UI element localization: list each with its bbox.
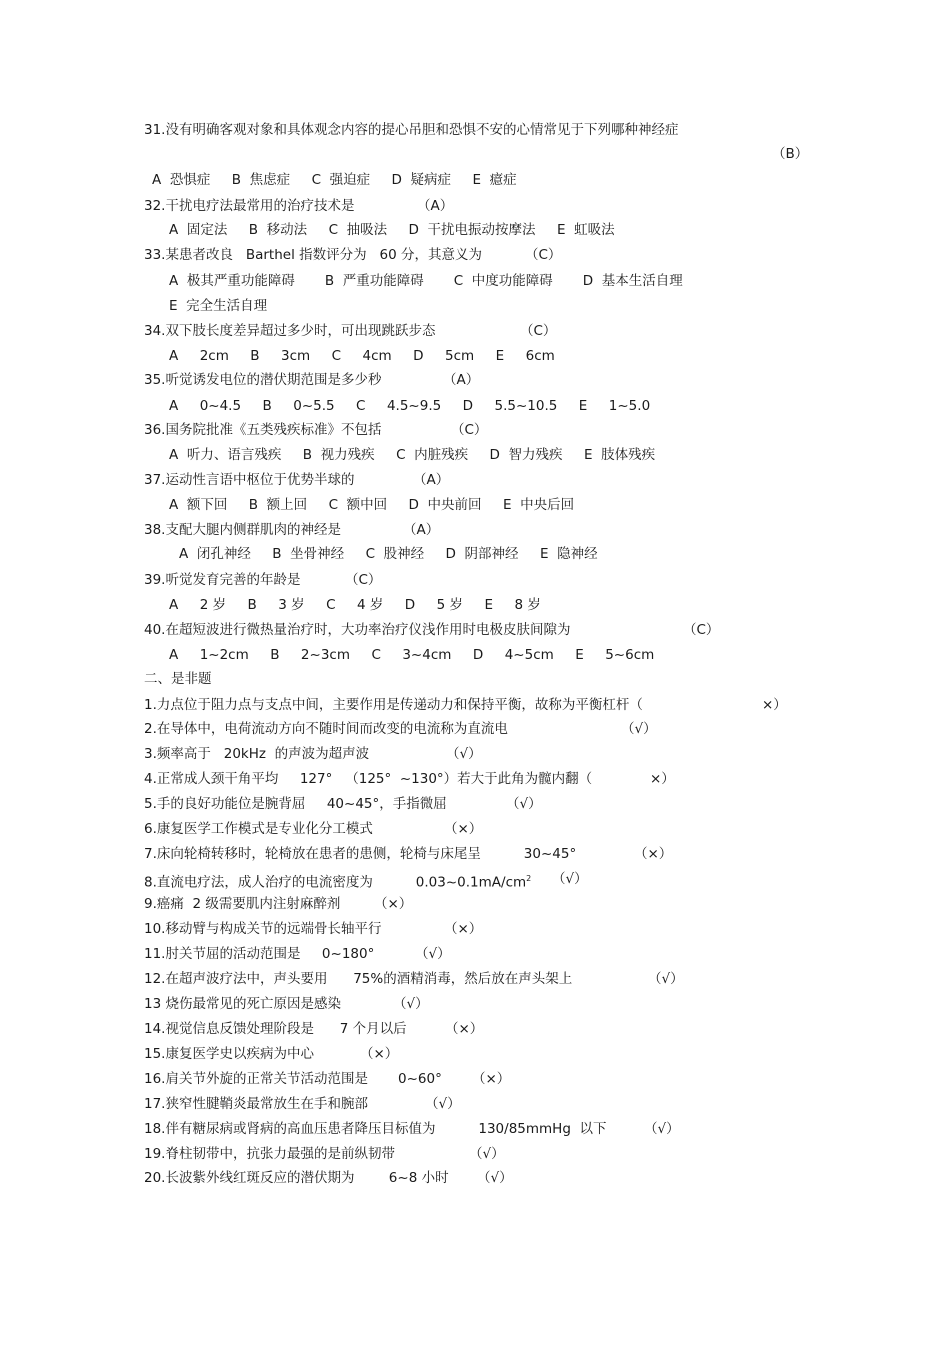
tf-text: 4.正常成人颈干角平均 127° （125° ~130°）若大于此角为髋内翻（ bbox=[144, 771, 593, 787]
tf-answer: ×） bbox=[650, 771, 675, 787]
tf-answer: ×） bbox=[762, 697, 787, 713]
question-answer: （A） bbox=[413, 472, 450, 488]
tf-text: 14.视觉信息反馈处理阶段是 7 个月以后 bbox=[144, 1021, 407, 1037]
question-answer: （C） bbox=[525, 247, 562, 263]
tf-answer: （×） bbox=[444, 821, 483, 837]
tf-text: 6.康复医学工作模式是专业化分工模式 bbox=[144, 821, 373, 837]
question-text: 34.双下肢长度差异超过多少时，可出现跳跃步态 bbox=[144, 323, 436, 339]
tf-answer: （×） bbox=[472, 1071, 511, 1087]
tf-answer: （√） bbox=[415, 946, 451, 962]
question-options: A 2 岁 B 3 岁 C 4 岁 D 5 岁 E 8 岁 bbox=[169, 597, 541, 613]
tf-text: 15.康复医学史以疾病为中心 bbox=[144, 1046, 314, 1062]
tf-answer: （√） bbox=[621, 721, 657, 737]
question-text: 39.听觉发育完善的年龄是 bbox=[144, 572, 301, 588]
question-options: A 0~4.5 B 0~5.5 C 4.5~9.5 D 5.5~10.5 E 1~5.0 bbox=[169, 398, 651, 414]
tf-answer: （√） bbox=[506, 796, 542, 812]
tf-text bbox=[144, 870, 531, 892]
tf-answer: （√） bbox=[425, 1096, 461, 1112]
tf-text: 10.移动臂与构成关节的远端骨长轴平行 bbox=[144, 921, 382, 937]
tf-answer: （×） bbox=[634, 846, 673, 862]
question-text: 35.听觉诱发电位的潜伏期范围是多少秒 bbox=[144, 372, 382, 388]
question-text: 33.某患者改良 Barthel 指数评分为 60 分，其意义为 bbox=[144, 247, 482, 263]
tf-text: 1.力点位于阻力点与支点中间，主要作用是传递动力和保持平衡，故称为平衡杠杆（ bbox=[144, 697, 643, 713]
question-answer: （A） bbox=[417, 198, 454, 214]
tf-text: 20.长波紫外线红斑反应的潜伏期为 6~8 小时 bbox=[144, 1170, 449, 1186]
tf-text: 3.频率高于 20kHz 的声波为超声波 bbox=[144, 746, 370, 762]
tf-answer: （√） bbox=[393, 996, 429, 1012]
question-text: 37.运动性言语中枢位于优势半球的 bbox=[144, 472, 355, 488]
tf-text: 9.癌痛 2 级需要肌内注射麻醉剂 bbox=[144, 896, 341, 912]
question-text: 36.国务院批准《五类残疾标准》不包括 bbox=[144, 422, 382, 438]
question-answer: （A） bbox=[443, 372, 480, 388]
tf-answer: （√） bbox=[644, 1121, 680, 1137]
tf-answer: （√） bbox=[552, 871, 588, 887]
tf-text: 5.手的良好功能位是腕背屈 40~45°，手指微屈 bbox=[144, 796, 447, 812]
tf-text: 12.在超声波疗法中，声头要用 75%的酒精消毒，然后放在声头架上 bbox=[144, 971, 573, 987]
tf-answer: （√） bbox=[446, 746, 482, 762]
tf-text: 16.肩关节外旋的正常关节活动范围是 0~60° bbox=[144, 1071, 442, 1087]
tf-text: 13 烧伤最常见的死亡原因是感染 bbox=[144, 996, 341, 1012]
section-title: 二、是非题 bbox=[144, 671, 212, 687]
question-options: A 额下回 B 额上回 C 额中回 D 中央前回 E 中央后回 bbox=[169, 497, 575, 513]
question-answer: （A） bbox=[403, 522, 440, 538]
question-text: 38.支配大腿内侧群肌肉的神经是 bbox=[144, 522, 341, 538]
tf-text-main: 8.直流电疗法，成人治疗的电流密度为 0.03~0.1mA/cm bbox=[144, 874, 527, 891]
tf-answer: （×） bbox=[445, 1021, 484, 1037]
question-options: A 听力、语言残疾 B 视力残疾 C 内脏残疾 D 智力残疾 E 肢体残疾 bbox=[169, 447, 656, 463]
question-text: 40.在超短波进行微热量治疗时，大功率治疗仪浅作用时电极皮肤间隙为 bbox=[144, 622, 571, 638]
question-answer: （C） bbox=[345, 572, 382, 588]
question-answer: （C） bbox=[683, 622, 720, 638]
question-options: A 2cm B 3cm C 4cm D 5cm E 6cm bbox=[169, 348, 555, 364]
tf-text: 19.脊柱韧带中，抗张力最强的是前纵韧带 bbox=[144, 1146, 395, 1162]
question-answer: （C） bbox=[451, 422, 488, 438]
question-options: A 闭孔神经 B 坐骨神经 C 股神经 D 阴部神经 E 隐神经 bbox=[179, 546, 598, 562]
question-text: 31.没有明确客观对象和具体观念内容的提心吊胆和恐惧不安的心情常见于下列哪种神经症 bbox=[144, 122, 679, 138]
tf-answer: （×） bbox=[444, 921, 483, 937]
tf-answer: （×） bbox=[360, 1046, 399, 1062]
question-text: 32.干扰电疗法最常用的治疗技术是 bbox=[144, 198, 355, 214]
question-answer: （B） bbox=[772, 146, 809, 162]
tf-answer: （√） bbox=[648, 971, 684, 987]
question-options: A 极其严重功能障碍 B 严重功能障碍 C 中度功能障碍 D 基本生活自理 bbox=[169, 273, 683, 289]
tf-text: 7.床向轮椅转移时，轮椅放在患者的患侧，轮椅与床尾呈 30~45° bbox=[144, 846, 577, 862]
tf-text: 18.伴有糖尿病或肾病的高血压患者降压目标值为 130/85mmHg 以下 bbox=[144, 1121, 607, 1137]
tf-answer: （×） bbox=[374, 896, 413, 912]
tf-text: 2.在导体中，电荷流动方向不随时间而改变的电流称为直流电 bbox=[144, 721, 508, 737]
tf-answer: （√） bbox=[477, 1170, 513, 1186]
question-answer: （C） bbox=[520, 323, 557, 339]
tf-text: 17.狭窄性腱鞘炎最常放生在手和腕部 bbox=[144, 1096, 368, 1112]
question-options: A 恐惧症 B 焦虑症 C 强迫症 D 疑病症 E 癔症 bbox=[152, 172, 517, 188]
question-options: E 完全生活自理 bbox=[169, 298, 268, 314]
tf-text: 11.肘关节屈的活动范围是 0~180° bbox=[144, 946, 375, 962]
question-options: A 1~2cm B 2~3cm C 3~4cm D 4~5cm E 5~6cm bbox=[169, 647, 655, 663]
tf-answer: （√） bbox=[469, 1146, 505, 1162]
superscript: 2 bbox=[526, 874, 532, 883]
question-options: A 固定法 B 移动法 C 抽吸法 D 干扰电振动按摩法 E 虹吸法 bbox=[169, 222, 615, 238]
